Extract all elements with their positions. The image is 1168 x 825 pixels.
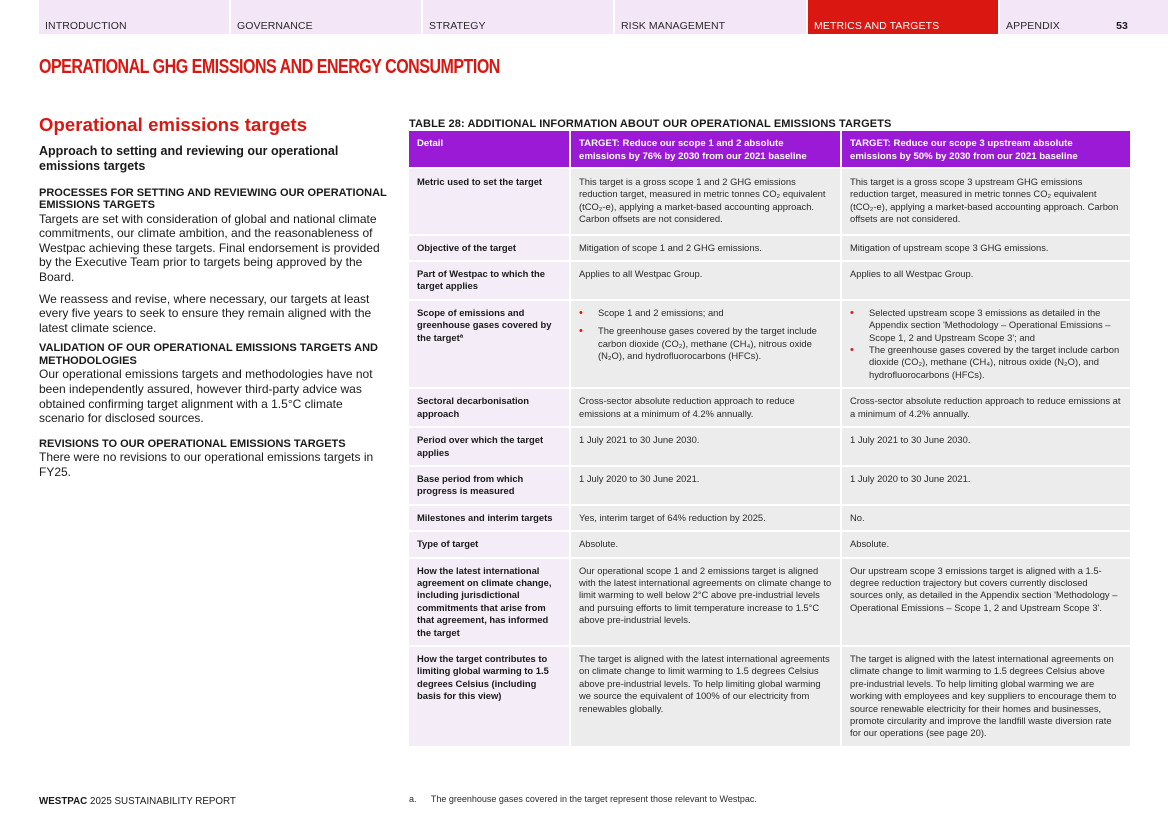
nav-tab-governance[interactable] [231, 0, 421, 34]
row-label: Metric used to set the target [409, 167, 569, 234]
table-row [409, 645, 1130, 746]
table-row [409, 387, 1130, 426]
row-label: Scope of emissions and greenhouse gases covered by the targetª [409, 299, 569, 387]
table-row [409, 557, 1130, 645]
nav-tab-strategy[interactable] [423, 0, 613, 34]
header-target-scope-1-2: TARGET: Reduce our scope 1 and 2 absolute emissions by 76% by 2030 from our 2021 baseline [569, 131, 840, 167]
cell-scope-3: Absolute. [840, 530, 1130, 556]
nav-tab-metrics-and-targets[interactable] [808, 0, 998, 34]
row-label: Type of target [409, 530, 569, 556]
row-label: Part of Westpac to which the target applies [409, 260, 569, 299]
row-label: Sectoral decarbonisation approach [409, 387, 569, 426]
cell-scope-3: The target is aligned with the latest international agreements on climate change to limit warming to 1.5 degrees Celsius above pre-industrial levels. To help limiting global warming we are working with employees and key suppliers to encourage them to source renewable electricity for their homes and businesses, promote circularity and improve the landfill waste diversion rate for our operations (see page 20). [840, 645, 1130, 746]
nav-tab-label: GOVERNANCE [237, 20, 313, 32]
cell-scope-1-2: Yes, interim target of 64% reduction by 2025. [569, 504, 840, 530]
validation-heading: VALIDATION OF OUR OPERATIONAL EMISSIONS TARGETS AND METHODOLOGIES [39, 342, 378, 367]
table-row [409, 530, 1130, 556]
header-detail: Detail [409, 131, 569, 167]
nav-tab-introduction[interactable] [39, 0, 229, 34]
cell-scope-1-2: The target is aligned with the latest international agreements on climate change to limit warming to 1.5 degrees Celsius above pre-industrial levels. To help limiting global warming we source the equivalent of 100% of our electricity from renewables globally. [569, 645, 840, 746]
cell-scope-1-2: Cross-sector absolute reduction approach to reduce emissions at a minimum of 4.2% annually. [569, 387, 840, 426]
table-row [409, 299, 1130, 387]
table-row [409, 465, 1130, 504]
nav-tab-label: APPENDIX [1006, 20, 1060, 32]
revisions-heading: REVISIONS TO OUR OPERATIONAL EMISSIONS TARGETS [39, 437, 346, 450]
bullet-item: • The greenhouse gases covered by the target include carbon dioxide (CO₂), methane (CH₄), nitrous oxide (N₂O), and hydrofluorocarbons (HFCs). [850, 344, 1122, 381]
bullet-item: • Scope 1 and 2 emissions; and [579, 307, 832, 319]
cell-scope-3: Our upstream scope 3 emissions target is aligned with a 1.5-degree reduction trajectory but covers currently disclosed sources only, as detailed in the Appendix section 'Methodology – Operational Emissions – Scope 1, 2 and Upstream Scope 3'. [840, 557, 1130, 645]
cell-scope-1-2 [569, 299, 840, 387]
bullet-item: • The greenhouse gases covered by the target include carbon dioxide (CO₂), methane (CH₄), nitrous oxide (N₂O), and hydrofluorocarbons (HFCs). [579, 325, 832, 362]
table-row [409, 260, 1130, 299]
revisions-paragraph: There were no revisions to our operational emissions targets in FY25. [39, 450, 374, 479]
page-number: 53 [1116, 20, 1128, 32]
table-row [409, 426, 1130, 465]
left-column [39, 114, 391, 486]
bullet-list [579, 307, 832, 363]
nav-tab-label: STRATEGY [429, 20, 486, 32]
cell-scope-1-2: 1 July 2021 to 30 June 2030. [569, 426, 840, 465]
cell-scope-3: This target is a gross scope 3 upstream GHG emissions reduction target, measured in metric tonnes CO₂ equivalent (tCO₂-e), applying a market-based accounting approach. Carbon offsets are not considered. [840, 167, 1130, 234]
cell-scope-3: No. [840, 504, 1130, 530]
table-title: TABLE 28: ADDITIONAL INFORMATION ABOUT OUR OPERATIONAL EMISSIONS TARGETS [409, 118, 892, 130]
row-label: How the target contributes to limiting global warming to 1.5 degrees Celsius (including basis for this view) [409, 645, 569, 746]
cell-scope-1-2: This target is a gross scope 1 and 2 GHG emissions reduction target, measured in metric tonnes CO₂ equivalent (tCO₂-e), applying a market-based accounting approach. Carbon offsets are not considered. [569, 167, 840, 234]
bullet-list [850, 307, 1122, 381]
cell-scope-3: 1 July 2020 to 30 June 2021. [840, 465, 1130, 504]
table-footnote [409, 794, 757, 804]
cell-scope-3: Mitigation of upstream scope 3 GHG emissions. [840, 234, 1130, 260]
nav-tab-label: RISK MANAGEMENT [621, 20, 726, 32]
nav-tab-appendix[interactable] [1000, 0, 1168, 34]
header-target-scope-3: TARGET: Reduce our scope 3 upstream absolute emissions by 50% by 2030 from our 2021 baseline [840, 131, 1130, 167]
top-nav [39, 0, 1168, 34]
nav-tab-label: METRICS AND TARGETS [814, 20, 940, 32]
table-row [409, 167, 1130, 234]
brand-name: WESTPAC [39, 796, 88, 807]
section-heading: Operational emissions targets [39, 114, 308, 135]
cell-scope-1-2: Our operational scope 1 and 2 emissions target is aligned with the latest international agreements on climate change to limit warming to well below 2°C above pre-industrial levels and pursuing efforts to limit temperature increase to 1.5°C above pre-industrial levels. [569, 557, 840, 645]
approach-subheading: Approach to setting and reviewing our operational emissions targets [39, 143, 339, 173]
cell-scope-1-2: Applies to all Westpac Group. [569, 260, 840, 299]
bullet-item: • Selected upstream scope 3 emissions as detailed in the Appendix section 'Methodology – Operational Emissions – Scope 1, 2 and Upstream Scope 3'; and [850, 307, 1122, 344]
cell-scope-1-2: 1 July 2020 to 30 June 2021. [569, 465, 840, 504]
row-label: Base period from which progress is measured [409, 465, 569, 504]
table-row [409, 504, 1130, 530]
cell-scope-3 [840, 299, 1130, 387]
emissions-targets-table [409, 131, 1130, 746]
row-label: How the latest international agreement on climate change, including jurisdictional commitments that arise from that agreement, has informed the target [409, 557, 569, 645]
table-header-row [409, 131, 1130, 167]
report-name: 2025 SUSTAINABILITY REPORT [90, 796, 236, 807]
processes-paragraph-2: We reassess and revise, where necessary, our targets at least every five years to seek to ensure they remain aligned with the latest climate science. [39, 291, 372, 335]
footnote-text: The greenhouse gases covered in the target represent those relevant to Westpac. [430, 794, 757, 804]
processes-paragraph-1: Targets are set with consideration of global and national climate commitments, our climate ambition, and the reasonableness of Westpac achieving these targets. Final endorsement is provided by the Executive Team prior to targets being approved by the Board. [39, 211, 380, 284]
cell-scope-3: Applies to all Westpac Group. [840, 260, 1130, 299]
processes-heading: PROCESSES FOR SETTING AND REVIEWING OUR OPERATIONAL EMISSIONS TARGETS [39, 186, 387, 212]
row-label: Period over which the target applies [409, 426, 569, 465]
validation-paragraph: Our operational emissions targets and methodologies have not been independently assured, however third-party advice was obtained confirming target alignment with a 1.5°C climate scenario for disclosed sources. [39, 367, 373, 426]
table-row [409, 234, 1130, 260]
row-label: Objective of the target [409, 234, 569, 260]
cell-scope-1-2: Absolute. [569, 530, 840, 556]
cell-scope-3: Cross-sector absolute reduction approach to reduce emissions at a minimum of 4.2% annually. [840, 387, 1130, 426]
page-title: OPERATIONAL GHG EMISSIONS AND ENERGY CONSUMPTION [39, 56, 500, 78]
cell-scope-3: 1 July 2021 to 30 June 2030. [840, 426, 1130, 465]
footnote-letter: a. [409, 794, 417, 804]
row-label: Milestones and interim targets [409, 504, 569, 530]
cell-scope-1-2: Mitigation of scope 1 and 2 GHG emissions. [569, 234, 840, 260]
nav-tab-label: INTRODUCTION [45, 20, 127, 32]
nav-tab-risk-management[interactable] [615, 0, 806, 34]
footer-brand [39, 796, 236, 807]
